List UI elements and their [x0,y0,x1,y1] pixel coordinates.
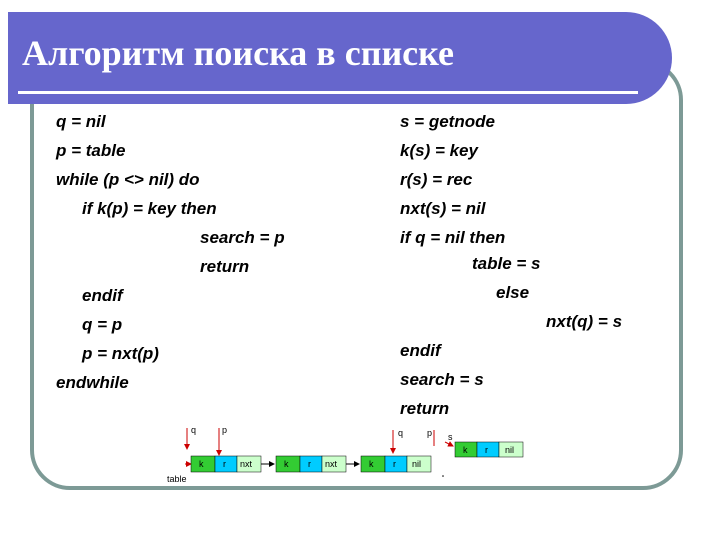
code-left-line-10: endwhile [56,373,129,392]
svg-text:k: k [284,459,289,469]
code-right-line-5: if q = nil then [400,228,506,247]
code-left-line-2: p = table [56,141,126,160]
pointer-q-label: q [191,425,197,435]
slide-title: Алгоритм поиска в списке [22,33,454,73]
svg-text:k: k [369,459,374,469]
svg-text:nxt: nxt [240,459,253,469]
svg-text:nil: nil [505,445,515,455]
dot-mark [442,475,444,477]
code-left-line-4: if k(p) = key then [82,199,217,218]
code-right-line-3: r(s) = rec [400,170,473,189]
svg-text:k: k [463,445,468,455]
svg-text:nxt: nxt [325,459,338,469]
code-right-line-4: nxt(s) = nil [400,199,486,218]
list-node-2 [276,456,346,472]
pointer-p2-label: p [427,428,433,438]
pointer-p-label: p [222,425,228,435]
list-node-1 [191,456,261,472]
code-right-line-6: table = s [472,254,541,273]
code-right-line-11: return [400,399,450,418]
code-right-line-1: s = getnode [400,112,495,131]
table-label: table [167,474,187,484]
pointer-q2-label: q [398,428,404,438]
code-right-line-8: nxt(q) = s [546,312,623,331]
svg-text:r: r [485,445,488,455]
code-left-line-3: while (p <> nil) do [56,170,200,189]
pointer-s-label: s [448,432,453,442]
code-left-line-6: return [200,257,250,276]
code-left-line-5: search = p [200,228,285,247]
code-left-line-7: endif [82,286,123,305]
code-right-line-10: search = s [400,370,484,389]
svg-text:r: r [223,459,226,469]
code-right-line-7: else [496,283,530,302]
code-right-line-2: k(s) = key [400,141,478,160]
list-node-3 [361,456,431,472]
code-right-line-9: endif [400,341,441,360]
svg-text:k: k [199,459,204,469]
svg-text:r: r [308,459,311,469]
code-left-line-8: q = p [82,315,123,334]
svg-text:nil: nil [412,459,422,469]
code-left-line-9: p = nxt(p) [82,344,159,363]
code-left-line-1: q = nil [56,112,106,131]
new-list-node [455,442,523,457]
svg-text:r: r [393,459,396,469]
